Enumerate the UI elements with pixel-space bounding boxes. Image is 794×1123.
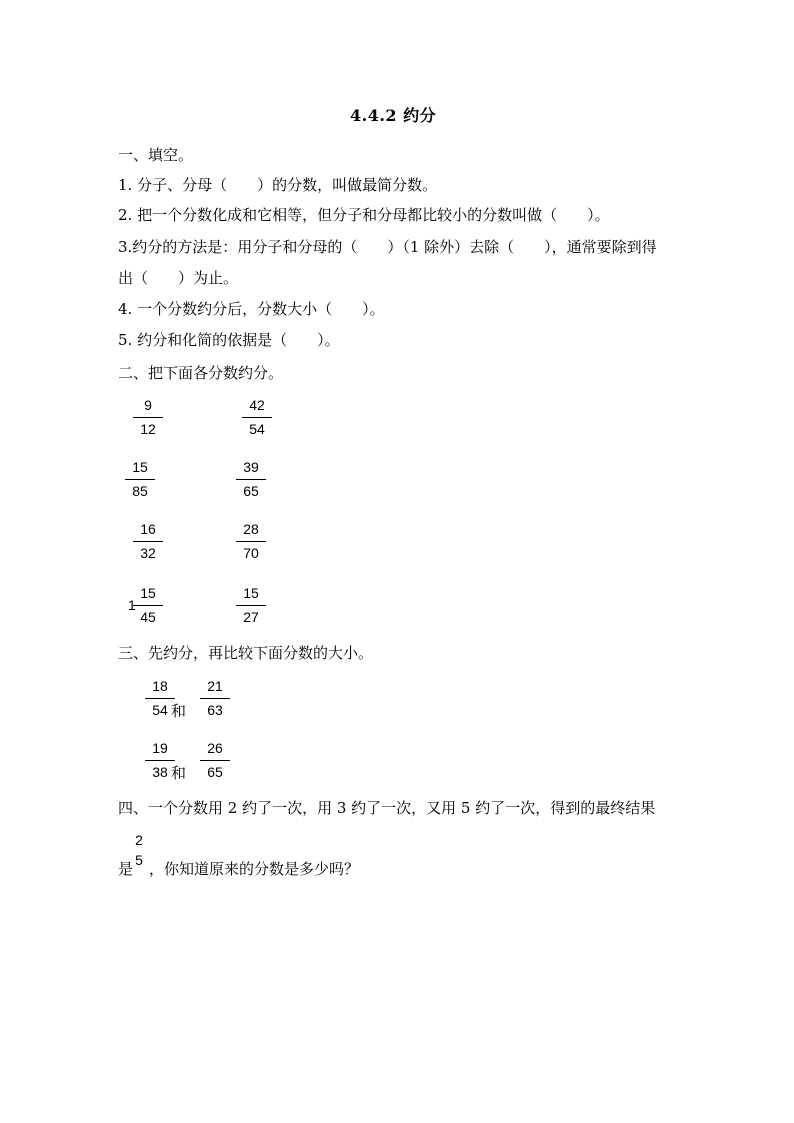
connector-and: 和 bbox=[171, 764, 187, 782]
fraction-2 bbox=[242, 398, 272, 438]
fraction-bar bbox=[133, 417, 163, 418]
fraction-denominator: 85 bbox=[132, 483, 148, 499]
fraction-numerator: 9 bbox=[144, 397, 152, 413]
fraction-6 bbox=[236, 522, 266, 562]
compare-fraction-b-1 bbox=[200, 679, 230, 719]
section4-prefix: 是 bbox=[118, 860, 134, 878]
fraction-numerator: 28 bbox=[243, 521, 259, 537]
fraction-5 bbox=[133, 522, 163, 562]
section4-line1: 四、一个分数用 2 约了一次，用 3 约了一次，又用 5 约了一次，得到的最终结果 bbox=[118, 799, 656, 817]
connector-and: 和 bbox=[171, 702, 187, 720]
question-4: 4. 一个分数约分后，分数大小（ ）。 bbox=[118, 300, 385, 318]
fraction-numerator: 21 bbox=[207, 678, 223, 694]
fraction-denominator: 65 bbox=[207, 764, 223, 780]
fraction-denominator: 5 bbox=[135, 852, 143, 868]
fraction-denominator: 70 bbox=[243, 545, 259, 561]
fraction-numerator: 39 bbox=[243, 459, 259, 475]
fraction-numerator: 15 bbox=[140, 585, 156, 601]
page-title: 4.4.2 约分 bbox=[350, 106, 437, 125]
question-3-line2: 出（ ）为止。 bbox=[118, 269, 239, 287]
fraction-denominator: 38 bbox=[152, 764, 168, 780]
fraction-bar bbox=[145, 760, 175, 761]
question-5: 5. 约分和化简的依据是（ ）。 bbox=[118, 331, 340, 349]
fraction-bar bbox=[236, 541, 266, 542]
fraction-numerator: 15 bbox=[243, 585, 259, 601]
fraction-denominator: 54 bbox=[152, 702, 168, 718]
fraction-numerator: 15 bbox=[132, 459, 148, 475]
fraction-bar bbox=[236, 479, 266, 480]
fraction-numerator: 42 bbox=[249, 397, 265, 413]
fraction-denominator: 32 bbox=[140, 545, 156, 561]
fraction-numerator: 19 bbox=[152, 740, 168, 756]
fraction-4 bbox=[236, 460, 266, 500]
fraction-denominator: 65 bbox=[243, 483, 259, 499]
fraction-bar bbox=[133, 541, 163, 542]
question-2: 2. 把一个分数化成和它相等，但分子和分母都比较小的分数叫做（ ）。 bbox=[118, 206, 610, 224]
fraction-bar bbox=[242, 417, 272, 418]
fraction-denominator: 54 bbox=[249, 421, 265, 437]
section4-suffix: ，你知道原来的分数是多少吗？ bbox=[149, 860, 360, 878]
fraction-3 bbox=[125, 460, 155, 500]
section3-heading: 三、先约分，再比较下面分数的大小。 bbox=[118, 644, 374, 662]
fraction-bar bbox=[125, 479, 155, 480]
fraction-denominator: 27 bbox=[243, 609, 259, 625]
fraction-numerator: 26 bbox=[207, 740, 223, 756]
mixed-number-whole: 1 bbox=[128, 597, 136, 613]
section2-heading: 二、把下面各分数约分。 bbox=[118, 364, 284, 382]
compare-fraction-b-2 bbox=[200, 741, 230, 781]
fraction-denominator: 45 bbox=[140, 609, 156, 625]
fraction-bar bbox=[133, 605, 163, 606]
question-3-line1: 3.约分的方法是：用分子和分母的（ ）（1 除外）去除（ ），通常要除到得 bbox=[118, 238, 657, 256]
section1-heading: 一、填空。 bbox=[118, 146, 194, 164]
fraction-bar bbox=[236, 605, 266, 606]
question-1: 1. 分子、分母（ ）的分数，叫做最简分数。 bbox=[118, 176, 438, 194]
fraction-denominator: 63 bbox=[207, 702, 223, 718]
fraction-8 bbox=[236, 586, 266, 626]
result-fraction bbox=[129, 833, 149, 869]
fraction-numerator: 18 bbox=[152, 678, 168, 694]
fraction-7 bbox=[133, 586, 163, 626]
fraction-numerator: 16 bbox=[140, 521, 156, 537]
fraction-bar bbox=[145, 698, 175, 699]
fraction-1 bbox=[133, 398, 163, 438]
fraction-bar bbox=[200, 698, 230, 699]
fraction-denominator: 12 bbox=[140, 421, 156, 437]
fraction-bar bbox=[200, 760, 230, 761]
fraction-numerator: 2 bbox=[135, 832, 143, 848]
